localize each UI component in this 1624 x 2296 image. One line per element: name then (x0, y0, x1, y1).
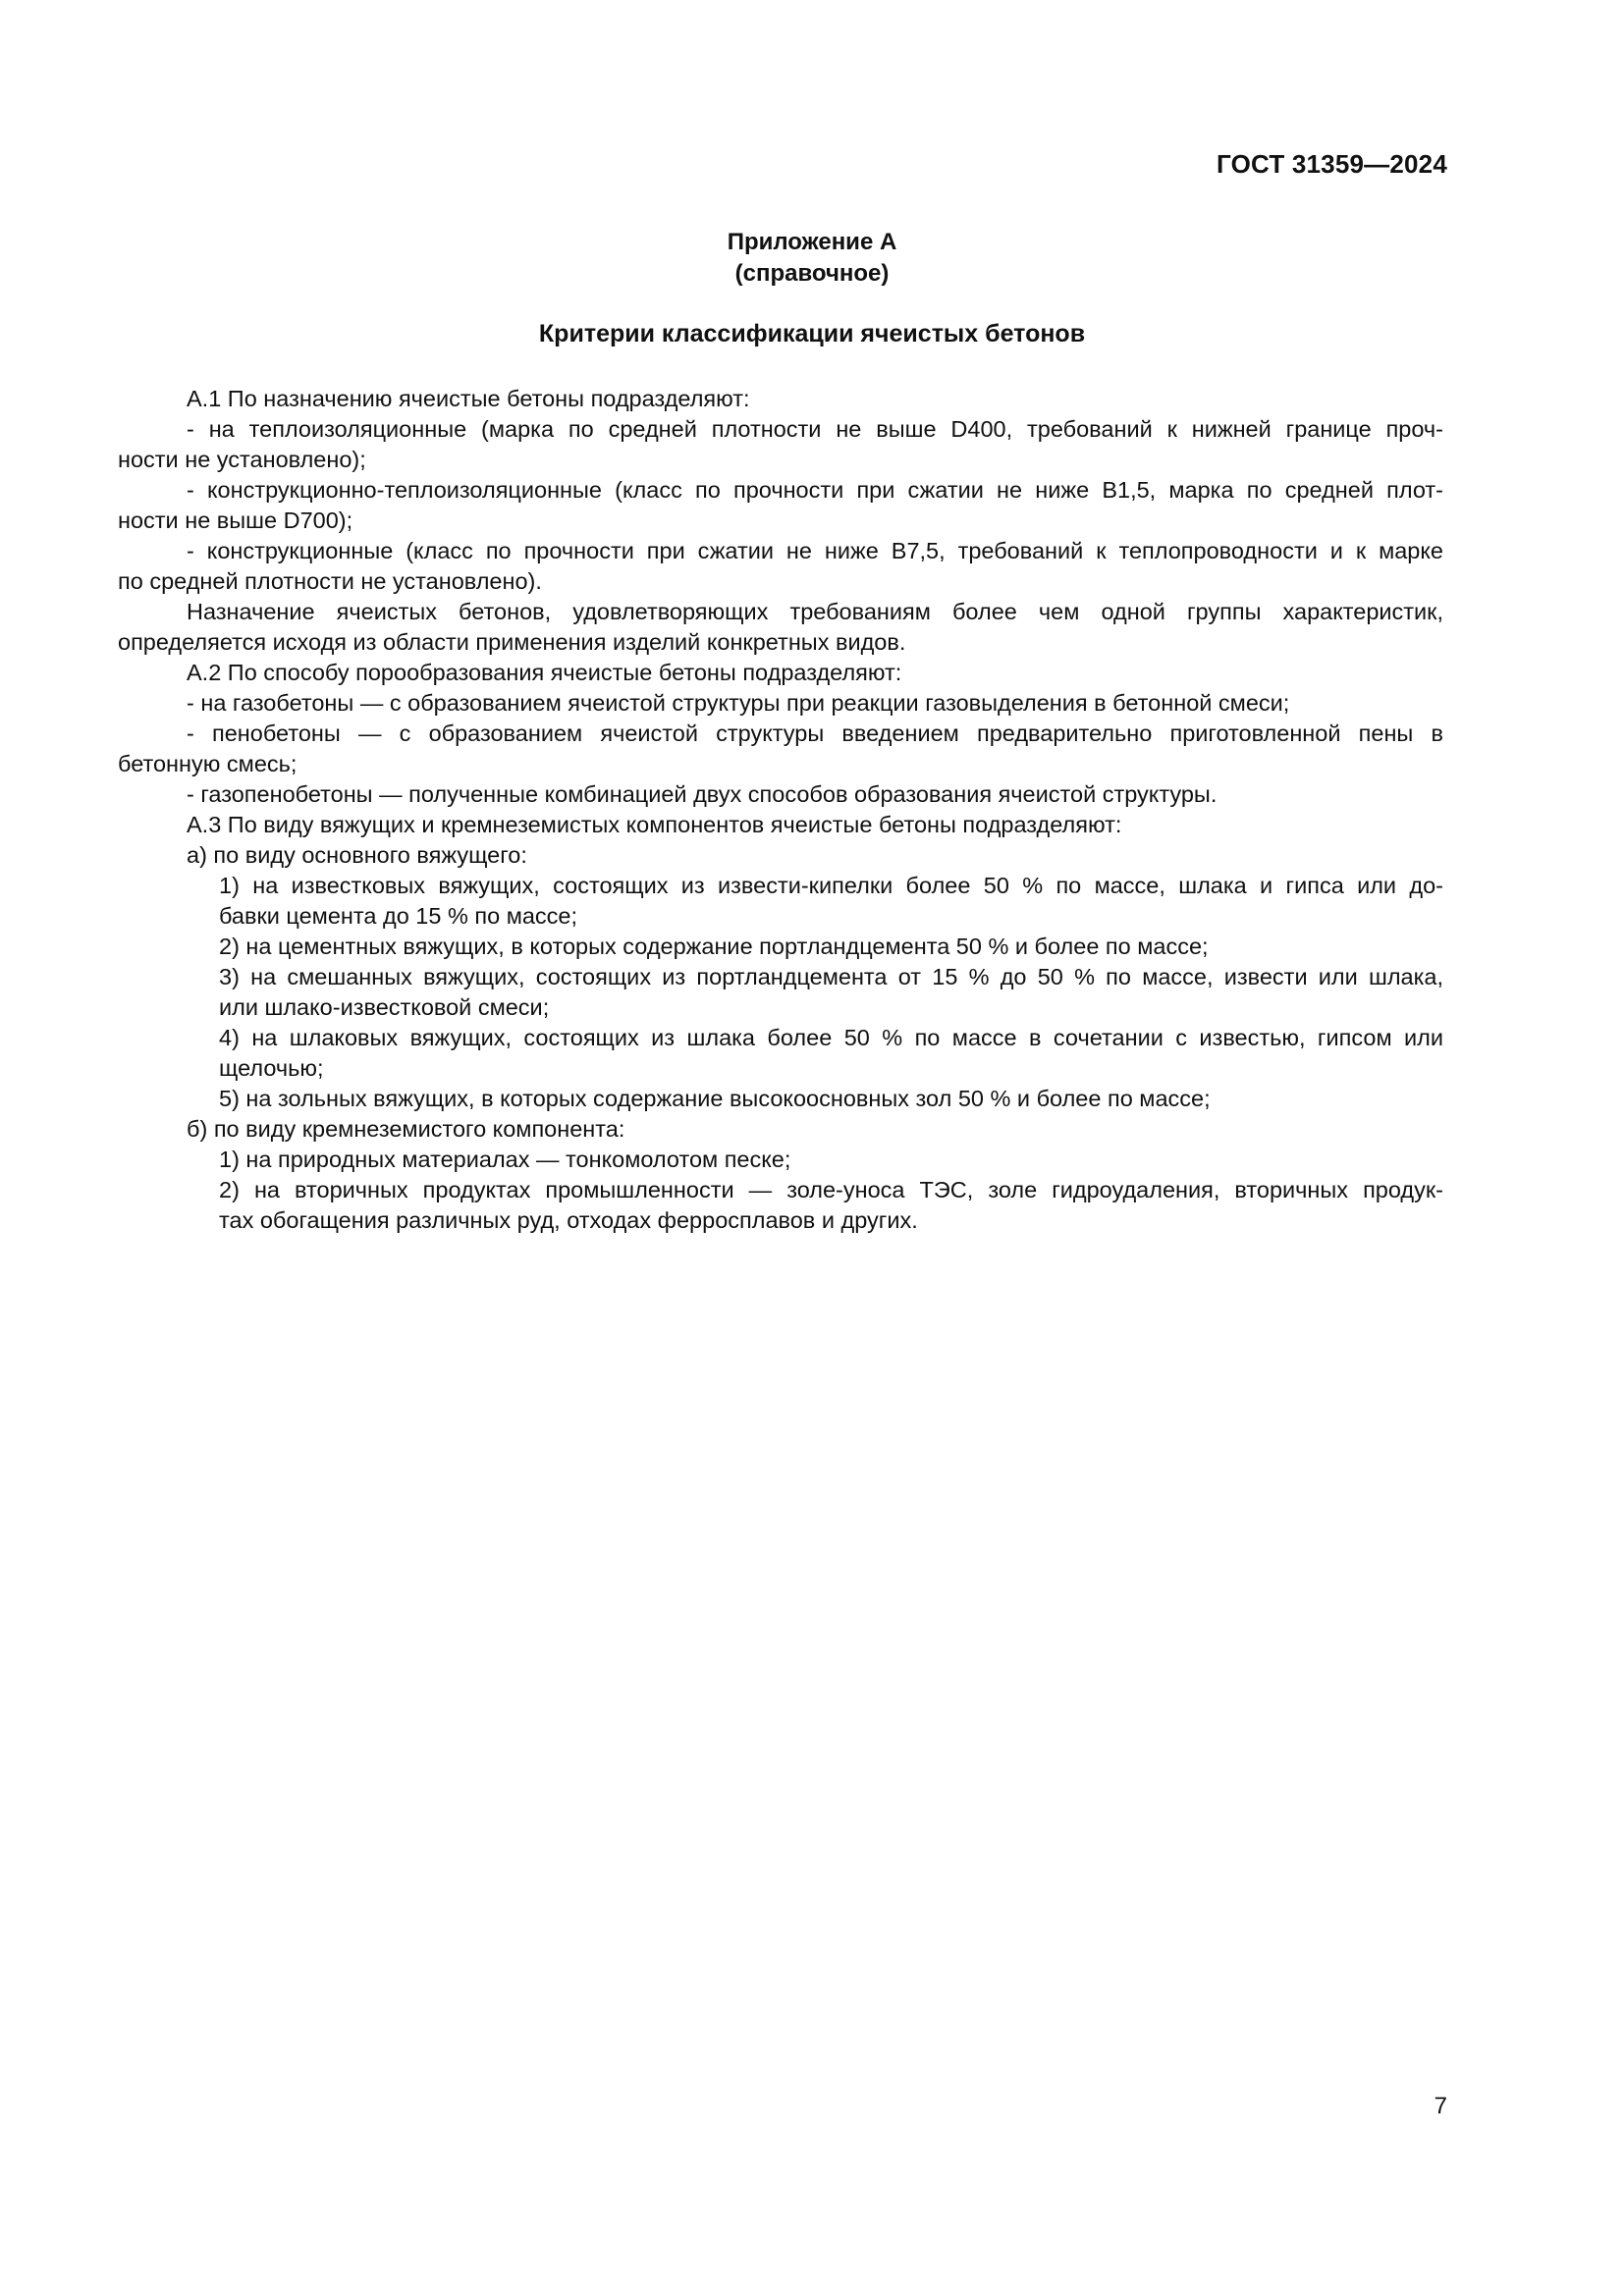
list-item-line: - конструкционно-теплоизоляционные (класс по прочности при сжатии не ниже В1,5, марка по средней плот- (187, 477, 1443, 503)
list-item-line: - на газобетоны — с образованием ячеистой структуры при реакции газовыделения в бетонной смеси; (187, 690, 1290, 716)
sublist-item-line: щелочью; (219, 1055, 324, 1081)
sublist-item-line: 5) на зольных вяжущих, в которых содержание высокоосновных зол 50 % и более по массе; (219, 1086, 1211, 1111)
sublist-item-line: 1) на природных материалах — тонкомолотом песке; (219, 1147, 791, 1172)
annex-status: (справочное) (734, 260, 890, 287)
sublist-item-line: или шлако-известковой смеси; (219, 994, 550, 1020)
sublist-heading: а) по виду основного вяжущего: (187, 842, 527, 868)
annex-heading (0, 227, 1624, 290)
list-item-line: бетонную смесь; (118, 751, 298, 776)
list-item-line: по средней плотности не установлено). (118, 568, 542, 594)
list-item-line: ности не установлено); (118, 447, 366, 472)
list-item-line: - пенобетоны — с образованием ячеистой структуры введением предварительно приготовленной пены в (187, 721, 1443, 746)
document-body (118, 384, 1443, 1236)
list-item-line: - на теплоизоляционные (марка по средней плотности не выше D400, требований к нижней границе проч- (187, 416, 1443, 442)
list-item-line: - газопенобетоны — полученные комбинацией двух способов образования ячеистой структуры. (187, 781, 1218, 807)
sublist-item-line: тах обогащения различных руд, отходах ферросплавов и других. (219, 1207, 918, 1233)
list-item-line: - конструкционные (класс по прочности при сжатии не ниже В7,5, требований к теплопроводности и к марке (187, 538, 1443, 563)
sublist-item-line: 2) на цементных вяжущих, в которых содержание портландцемента 50 % и более по массе; (219, 934, 1209, 959)
page-number: 7 (1434, 2093, 1447, 2119)
sublist-item-line: 2) на вторичных продуктах промышленности — золе-уноса ТЭС, золе гидроудаления, вторичных продук- (219, 1177, 1443, 1202)
sublist-item-line: 1) на известковых вяжущих, состоящих из извести-кипелки более 50 % по массе, шлака и гипса или до- (219, 873, 1443, 898)
section-title: Критерии классификации ячеистых бетонов (538, 320, 1086, 347)
document-code: ГОСТ 31359—2024 (1217, 149, 1447, 179)
sublist-item-line: бавки цемента до 15 % по массе; (219, 903, 578, 929)
paragraph-line: определяется исходя из области применения изделий конкретных видов. (118, 629, 906, 655)
sublist-heading: б) по виду кремнеземистого компонента: (187, 1116, 625, 1142)
sublist-item-line: 3) на смешанных вяжущих, состоящих из портландцемента от 15 % до 50 % по массе, извести или шлака, (219, 964, 1443, 989)
list-item-line: ности не выше D700); (118, 507, 353, 533)
annex-title: Приложение А (727, 229, 897, 255)
sublist-item-line: 4) на шлаковых вяжущих, состоящих из шлака более 50 % по массе в сочетании с известью, гипсом или (219, 1025, 1443, 1050)
paragraph-line: Назначение ячеистых бетонов, удовлетворяющих требованиям более чем одной группы характеристик, (187, 599, 1443, 624)
paragraph-a1-heading: А.1 По назначению ячеистые бетоны подразделяют: (187, 386, 750, 411)
paragraph-a2-heading: А.2 По способу порообразования ячеистые бетоны подразделяют: (187, 660, 902, 685)
paragraph-a3-heading: А.3 По виду вяжущих и кремнеземистых компонентов ячеистые бетоны подразделяют: (187, 812, 1122, 837)
